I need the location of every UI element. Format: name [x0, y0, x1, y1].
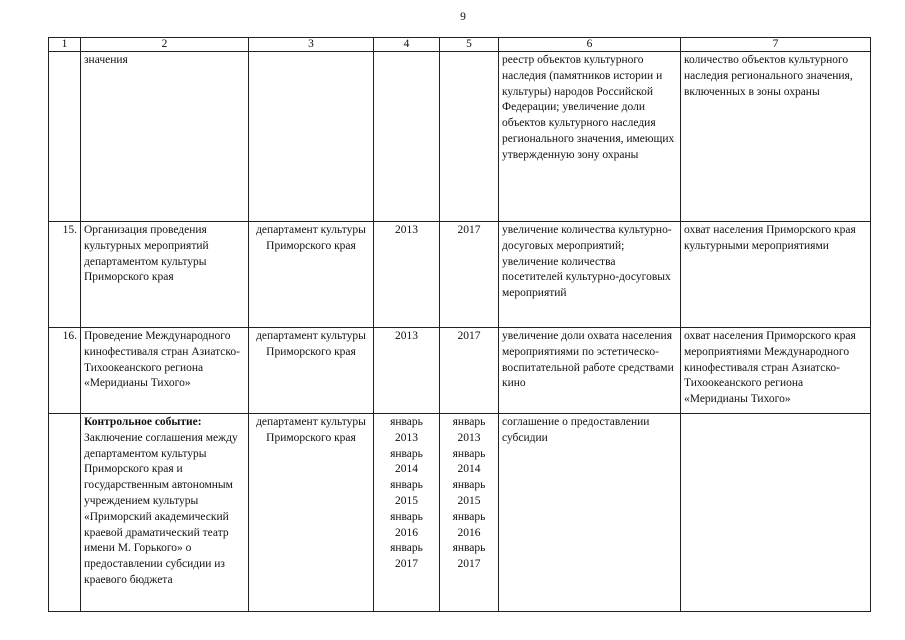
- date-line: январь: [390, 542, 423, 555]
- date-line: 2014: [457, 463, 481, 476]
- column-number-row: [49, 38, 871, 52]
- date-line: январь: [452, 416, 486, 428]
- executor: департамент культуры Приморского края: [249, 414, 374, 612]
- indicator: количество объектов культурного наследия регионального значения, включенных в зоны охраны: [681, 52, 871, 222]
- table-row: [49, 222, 871, 328]
- executor: департамент культуры Приморского края: [249, 328, 374, 414]
- activity-name: Организация проведения культурных мероприятий департаментом культуры Приморского края: [81, 222, 249, 328]
- column-header: 1: [49, 38, 81, 52]
- column-header: 3: [249, 38, 374, 52]
- column-header: 5: [440, 38, 499, 52]
- date-line: 2013: [457, 431, 481, 444]
- column-header: 4: [374, 38, 440, 52]
- date-line: 2013: [395, 431, 418, 444]
- column-header: 7: [681, 38, 871, 52]
- row-number: [49, 414, 81, 612]
- table-row: [49, 52, 871, 222]
- end-year: [440, 52, 499, 222]
- date-line: январь: [390, 479, 423, 492]
- start-year: 2013: [374, 222, 440, 328]
- table-row: [49, 328, 871, 414]
- date-line: 2016: [395, 526, 418, 539]
- expected-result: реестр объектов культурного наследия (памятников истории и культуры) народов Российской Федерации; увеличение доли объектов культурного наследия регионального значения, имеющих утвержденную зону охраны: [499, 52, 681, 222]
- executor: департамент культуры Приморского края: [249, 222, 374, 328]
- start-dates: [374, 414, 440, 612]
- date-line: январь: [390, 416, 423, 428]
- start-year: [374, 52, 440, 222]
- row-number: 16.: [49, 328, 81, 414]
- row-number: 15.: [49, 222, 81, 328]
- date-line: январь: [390, 447, 423, 460]
- date-line: 2014: [395, 463, 418, 476]
- column-header: 2: [81, 38, 249, 52]
- start-year: 2013: [374, 328, 440, 414]
- date-line: январь: [452, 447, 486, 460]
- date-line: 2015: [457, 494, 481, 507]
- page-number: 9: [460, 11, 466, 23]
- end-year: 2017: [440, 222, 499, 328]
- date-line: январь: [452, 542, 486, 555]
- date-line: январь: [452, 479, 486, 492]
- row-number: [49, 52, 81, 222]
- indicator: [681, 414, 871, 612]
- control-event-title: Контрольное событие:: [84, 416, 202, 428]
- column-header: 6: [499, 38, 681, 52]
- expected-result: соглашение о предоставлении субсидии: [499, 414, 681, 612]
- date-line: 2017: [457, 558, 481, 571]
- control-event-text: Заключение соглашения между департаментом культуры Приморского края и государственным автономным учреждением культуры «Приморский академический краевой драматический театр имени М. Горького» о предоставлении субсидии из краевого бюджета: [84, 431, 238, 586]
- control-event-row: [49, 414, 871, 612]
- activity-name: значения: [81, 52, 249, 222]
- expected-result: увеличение доли охвата населения мероприятиями по эстетическо-воспитательной работе средствами кино: [499, 328, 681, 414]
- end-year: 2017: [440, 328, 499, 414]
- program-table: [48, 37, 871, 612]
- control-event-description: [81, 414, 249, 612]
- executor: [249, 52, 374, 222]
- expected-result: увеличение количества культурно-досуговых мероприятий; увеличение количества посетителей культурно-досуговых мероприятий: [499, 222, 681, 328]
- end-dates: [440, 414, 499, 612]
- date-line: январь: [452, 510, 486, 523]
- indicator: охват населения Приморского края культурными мероприятиями: [681, 222, 871, 328]
- date-line: 2016: [457, 526, 481, 539]
- date-line: 2015: [395, 494, 418, 507]
- date-line: 2017: [395, 558, 418, 571]
- date-line: январь: [390, 510, 423, 523]
- activity-name: Проведение Международного кинофестиваля стран Азиатско- Тихоокеанского региона «Меридианы Тихого»: [81, 328, 249, 414]
- indicator: охват населения Приморского края мероприятиями Международного кинофестиваля стран Азиатско-Тихоокеанского региона «Меридианы Тихого»: [681, 328, 871, 414]
